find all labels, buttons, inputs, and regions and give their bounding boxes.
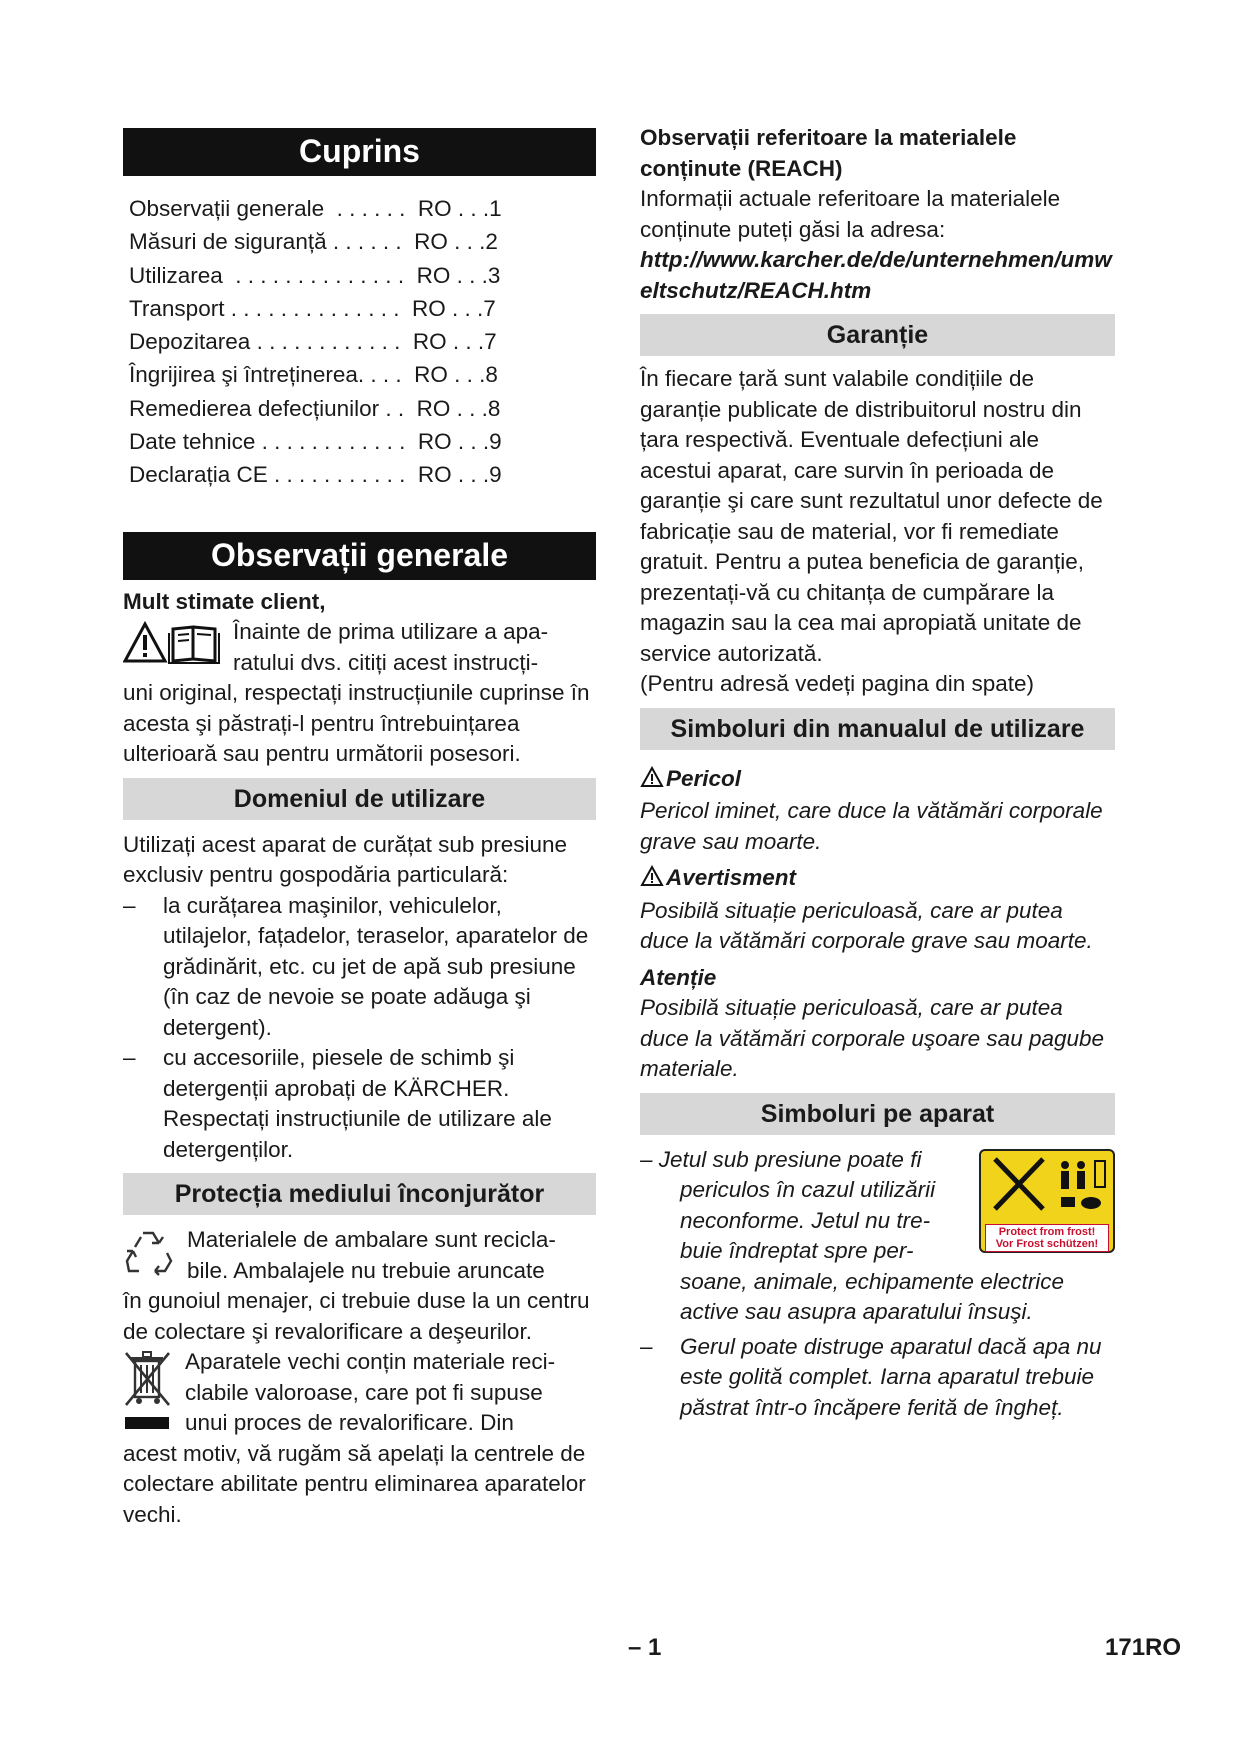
warranty-title: Garanție: [640, 314, 1115, 356]
reach-url[interactable]: http://www.karcher.de/de/unternehmen/umweltschutz/REACH.htm: [640, 247, 1112, 303]
danger-text: Pericol iminet, care duce la vătămări corporale grave sau moarte.: [640, 798, 1103, 854]
general-title: Observații generale: [123, 532, 596, 580]
device-item-1-rest: soane, animale, echipamente electrice active sau asupra aparatului însuşi.: [680, 1268, 1064, 1324]
reach-title: Observații referitoare la materialele conținute (REACH): [640, 125, 1017, 181]
right-column: [640, 123, 1115, 1423]
list-item: – la curățarea maşinilor, vehiculelor, utilajelor, fațadelor, teraselor, aparatelor de grădinărit, etc. cu jet de apă sub presiune (în caz de nevoie se poate adăuga şi detergent).: [123, 892, 589, 1040]
page-number: – 1: [628, 1634, 662, 1661]
device-item-1-line-3: neconforme. Jetul nu tre-: [680, 1207, 931, 1233]
toc-entry: Date tehnice . . . . . . . . . . . . RO . . .9: [129, 429, 502, 455]
toc-entry: Îngrijirea şi întreținerea. . . . RO . . .8: [129, 362, 498, 388]
weee-block: [123, 1347, 596, 1530]
weee-rest: acest motiv, vă rugăm să apelați la centrele de colectare abilitate pentru eliminarea aparatelor vechi.: [123, 1440, 586, 1527]
device-item-1-line-4: buie îndreptat spre per-: [680, 1238, 914, 1263]
device-symbols-title: Simboluri pe aparat: [640, 1093, 1115, 1135]
warning-triangle-icon: [640, 766, 664, 797]
warranty-text: În fiecare țară sunt valabile condițiile de garanție publicate de distribuitorul nostru din țara respectivă. Eventuale defecțiuni ale acestui aparat, care survin în perioada de garanție şi care sunt rezultatul unor defecte de fabricație sau de material, vor fi remediate gratuit. Pentru a putea beneficia de garanție, prezentați-vă cu chitanța de cumpărare la magazin sau la cea mai apropiată unitate de service autorizată.: [640, 366, 1103, 666]
usage-list: [123, 891, 596, 1166]
intro-rest: uni original, respectați instrucțiunile cuprinse în acesta şi păstrați-l pentru întrebuințarea ulterioară sau pentru următorii posesori.: [123, 680, 590, 767]
list-item: – cu accesoriile, piesele de schimb şi detergenții aprobați de KÄRCHER. Respectați instrucțiunile de utilizare ale detergenților.: [123, 1045, 552, 1162]
toc-title: Cuprins: [123, 128, 596, 176]
recycle-block: [123, 1225, 596, 1347]
frost-warning-label-icon: [979, 1149, 1115, 1253]
intro-line-1: Înainte de prima utilizare a apa-: [233, 619, 549, 645]
warranty-note: (Pentru adresă vedeți pagina din spate): [640, 671, 1035, 696]
device-symbol-item-1: [640, 1145, 1115, 1328]
toc-entry: Observații generale . . . . . . RO . . .1: [129, 196, 502, 221]
toc-entry: Declarația CE . . . . . . . . . . . RO . . .9: [129, 462, 502, 488]
environment-title: Protecția mediului înconjurător: [123, 1173, 596, 1215]
recycle-icon: [123, 1227, 175, 1284]
toc-entry: Utilizarea . . . . . . . . . . . . . . RO . . .3: [129, 262, 501, 288]
toc-entry: Depozitarea . . . . . . . . . . . . RO . . .7: [129, 329, 497, 355]
intro-line-2: ratului dvs. citiți acest instrucți-: [233, 649, 539, 675]
page-code: 171RO: [1105, 1634, 1182, 1661]
danger-label: Pericol: [666, 765, 742, 791]
manual-symbols-title: Simboluri din manualul de utilizare: [640, 708, 1115, 750]
device-item-1-line-2: periculos în cazul utilizării: [680, 1177, 936, 1202]
recycle-line-2: bile. Ambalajele nu trebuie aruncate: [187, 1257, 545, 1283]
warning-read-manual-icon: [123, 621, 221, 670]
reach-text: Informații actuale referitoare la materialele conținute puteți găsi la adresa:: [640, 186, 1061, 242]
recycle-rest: în gunoiul menajer, ci trebuie duse la un centru de colectare şi revalorificare a deşeurilor.: [123, 1288, 590, 1344]
weee-line-3: unui proces de revalorificare. Din: [185, 1410, 514, 1436]
intro-block: [123, 617, 596, 770]
toc-entry: Remedierea defecțiunilor . . RO . . .8: [129, 395, 501, 421]
left-column: [123, 128, 596, 1530]
device-item-1-line-1: – Jetul sub presiune poate fi: [640, 1146, 922, 1172]
danger-heading: [640, 764, 1115, 797]
usage-title: Domeniul de utilizare: [123, 778, 596, 820]
crossed-bin-icon: [123, 1349, 173, 1436]
toc-entry: Transport . . . . . . . . . . . . . . RO . . .7: [129, 295, 496, 321]
frost-label-text: Protect from frost! Vor Frost schützen!: [985, 1224, 1109, 1252]
weee-line-1: Aparatele vechi conțin materiale reci-: [185, 1349, 556, 1375]
caution-text: Posibilă situație periculoasă, care ar putea duce la vătămări corporale uşoare sau pagube materiale.: [640, 995, 1105, 1081]
device-symbol-list: [640, 1332, 1115, 1424]
weee-line-2: clabile valoroase, care pot fi supuse: [185, 1379, 543, 1405]
warning-triangle-icon: [640, 865, 664, 896]
recycle-line-1: Materialele de ambalare sunt recicla-: [187, 1227, 556, 1253]
caution-label: Atenție: [640, 964, 717, 990]
usage-intro: Utilizați acest aparat de curățat sub presiune exclusiv pentru gospodăria particulară:: [123, 831, 567, 888]
toc-entry: Măsuri de siguranță . . . . . . RO . . .2: [129, 229, 498, 255]
warning-text: Posibilă situație periculoasă, care ar putea duce la vătămări corporale grave sau moarte.: [640, 897, 1093, 953]
greeting: Mult stimate client,: [123, 588, 326, 614]
warning-heading: [640, 863, 1115, 896]
table-of-contents: [129, 192, 596, 492]
warning-label: Avertisment: [666, 865, 797, 890]
list-item: – Gerul poate distruge aparatul dacă apa nu este golită complet. Iarna aparatul trebuie păstrat într-o încăpere ferită de îngheț.: [640, 1333, 1102, 1420]
